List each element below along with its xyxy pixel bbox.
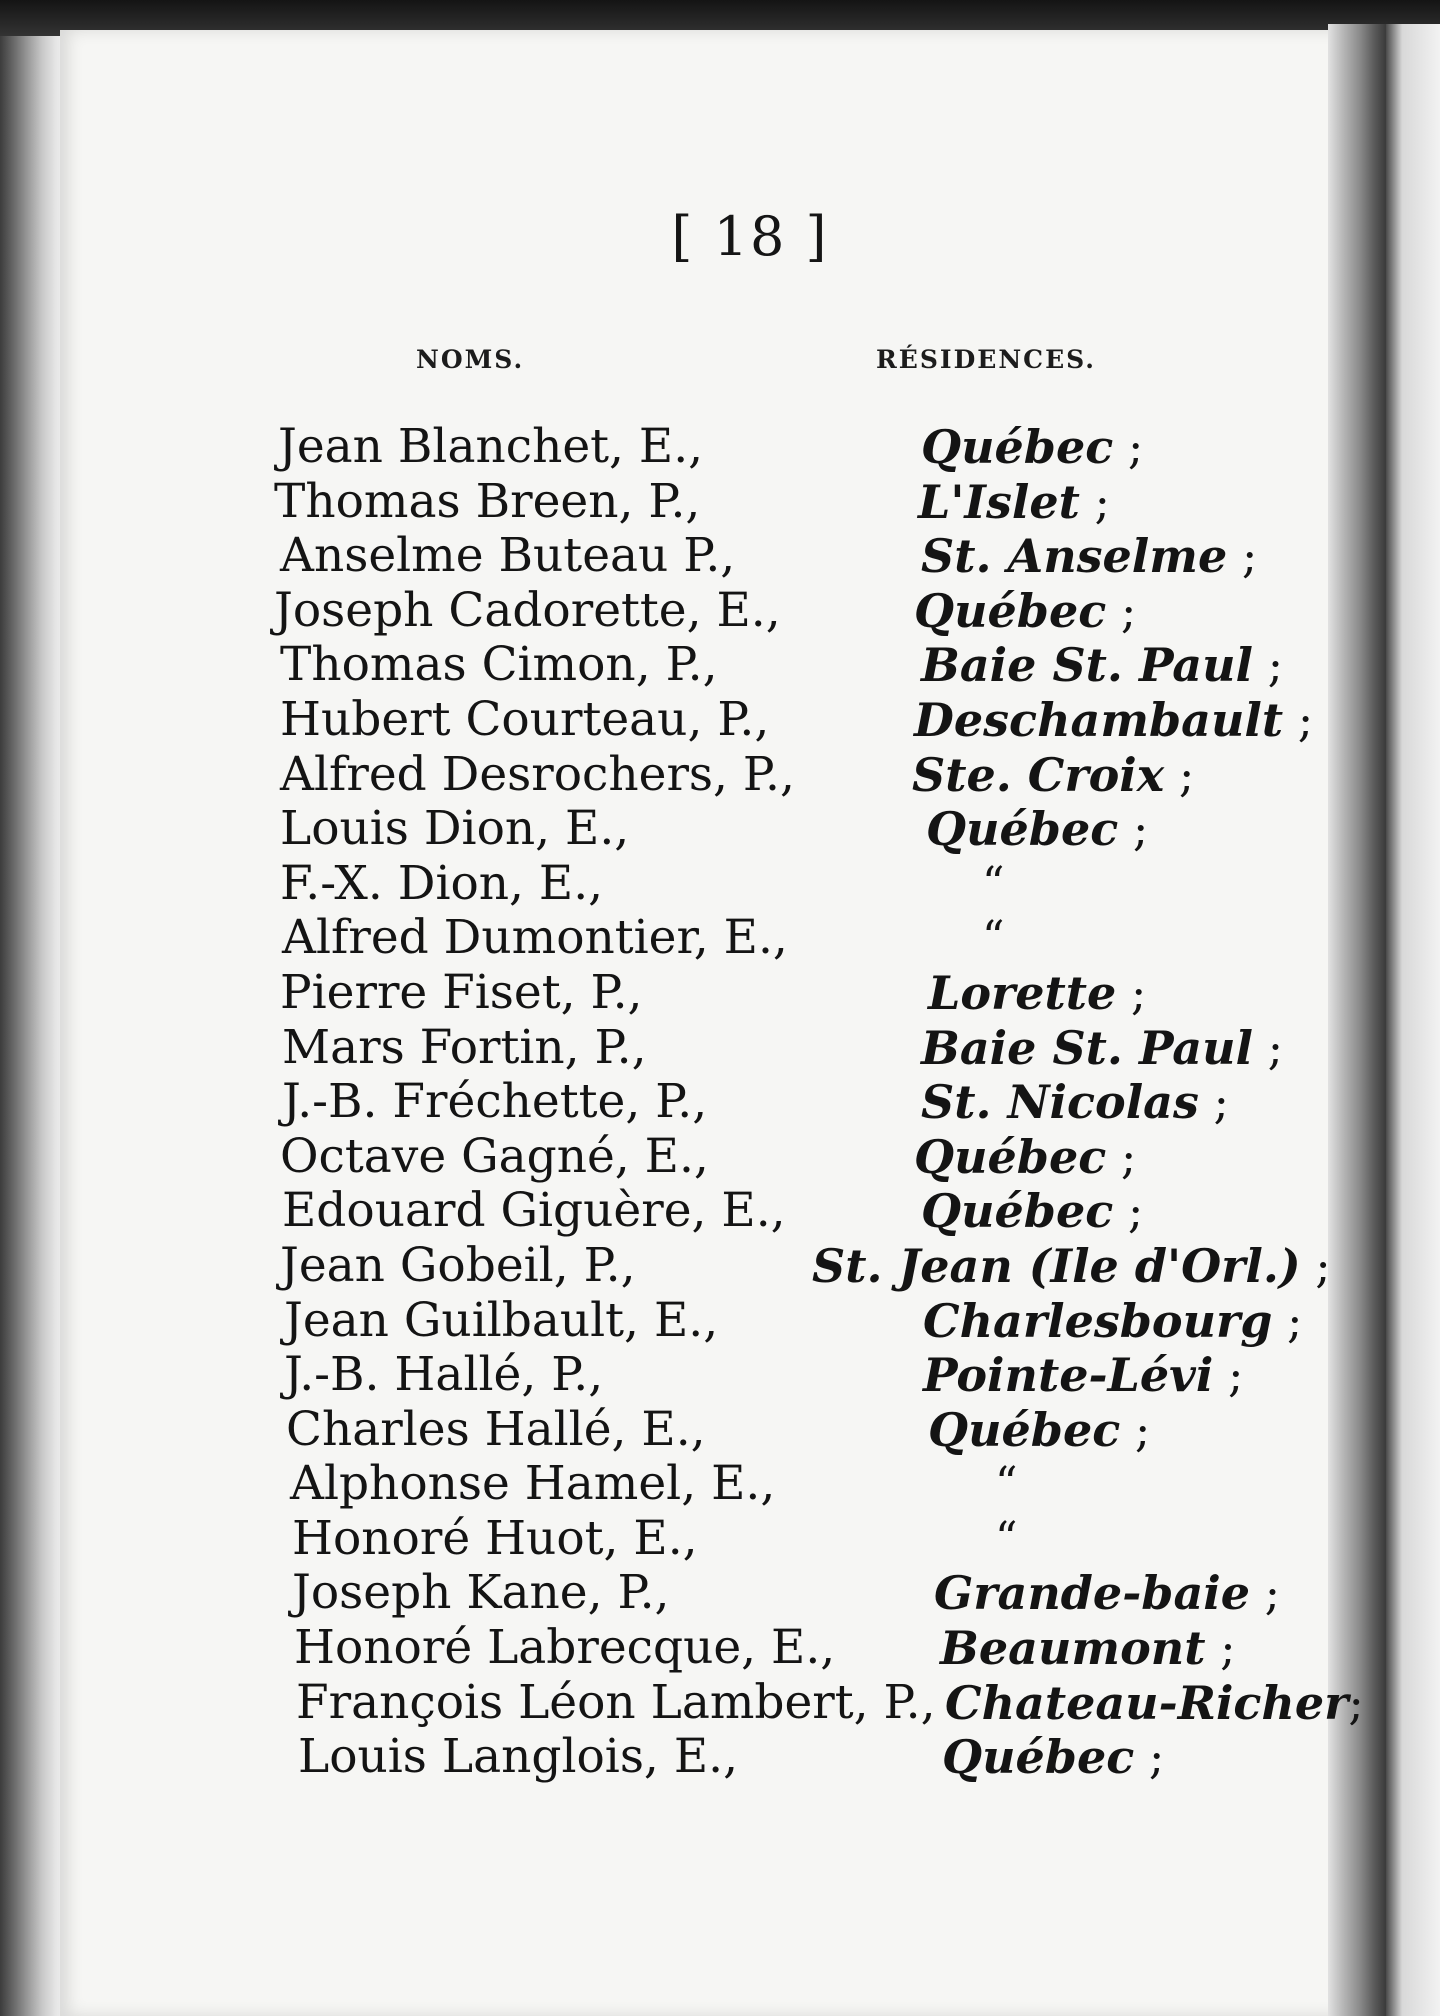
entry-residence <box>945 1676 1364 1730</box>
entry-name: Louis Dion, E., <box>280 801 630 857</box>
residence-punctuation: ; <box>1348 1675 1364 1730</box>
residence-punctuation: ; <box>1106 583 1137 638</box>
entry-name: Jean Guilbault, E., <box>284 1292 719 1348</box>
list-item <box>0 420 1440 475</box>
list-item <box>0 475 1440 530</box>
entry-residence <box>928 1403 1150 1457</box>
entry-name: Charles Hallé, E., <box>286 1401 706 1457</box>
residence-place: Québec <box>921 1184 1114 1239</box>
entry-name: J.-B. Hallé, P., <box>284 1347 604 1403</box>
residence-place: Pointe-Lévi <box>923 1348 1214 1403</box>
residence-punctuation: ; <box>1272 1293 1303 1348</box>
residence-place: Chateau-Richer <box>945 1675 1349 1730</box>
list-item <box>0 1021 1440 1076</box>
list-item <box>0 1457 1440 1512</box>
entry-name: Honoré Labrecque, E., <box>294 1620 836 1676</box>
residence-punctuation: ; <box>1227 529 1258 584</box>
list-item <box>0 966 1440 1021</box>
entry-name: Pierre Fiset, P., <box>280 964 643 1020</box>
entry-name: Alfred Dumontier, E., <box>282 910 788 966</box>
entry-residence-ditto <box>995 1512 1018 1566</box>
residence-punctuation: ; <box>1198 1075 1230 1130</box>
entry-name: Louis Langlois, E., <box>298 1729 739 1785</box>
residence-place: St. Anselme <box>921 529 1228 584</box>
list-item <box>0 1512 1440 1567</box>
residence-punctuation: ; <box>1079 474 1110 529</box>
residence-place: Deschambault <box>914 692 1284 747</box>
entry-name: F.-X. Dion, E., <box>280 855 604 911</box>
entry-name: Thomas Breen, P., <box>274 473 701 529</box>
list-item <box>0 911 1440 966</box>
entry-residence <box>921 1075 1229 1129</box>
list-item <box>0 638 1440 693</box>
residence-place: Québec <box>921 420 1114 474</box>
residence-place: “ <box>982 857 1005 909</box>
list-item <box>0 748 1440 803</box>
entry-name: Joseph Cadorette, E., <box>274 582 781 638</box>
residence-punctuation: ; <box>1116 965 1147 1020</box>
entry-name: Thomas Cimon, P., <box>280 637 718 693</box>
entry-residence-ditto <box>982 857 1005 911</box>
residence-punctuation: ; <box>1134 1730 1165 1785</box>
residence-place: Québec <box>914 583 1107 638</box>
list-item <box>0 1239 1440 1294</box>
residence-place: Beaumont <box>940 1621 1206 1676</box>
entry-name: Joseph Kane, P., <box>292 1565 670 1621</box>
entry-residence <box>921 529 1257 583</box>
entry-residence <box>921 420 1143 474</box>
residence-punctuation: ; <box>1120 1402 1151 1457</box>
entry-residence <box>921 638 1283 692</box>
list-item <box>0 1075 1440 1130</box>
list-item <box>0 802 1440 857</box>
residence-place: L'Islet <box>918 474 1080 529</box>
entry-residence <box>914 1130 1136 1184</box>
residence-punctuation: ; <box>1283 692 1314 747</box>
residence-place: “ <box>995 1512 1018 1564</box>
list-item <box>0 1676 1440 1731</box>
entry-residence <box>923 1348 1244 1402</box>
entry-residence <box>928 966 1146 1020</box>
entry-residence <box>918 475 1110 529</box>
list-item <box>0 1403 1440 1458</box>
residence-punctuation: ; <box>1253 1020 1284 1075</box>
entry-residence <box>921 1184 1143 1238</box>
entry-residence <box>812 1239 1331 1293</box>
entry-name: Alphonse Hamel, E., <box>290 1456 776 1512</box>
residences-column-header: RÉSIDENCES. <box>876 345 1096 374</box>
list-item <box>0 1130 1440 1185</box>
residence-place: St. Nicolas <box>921 1075 1199 1130</box>
entry-residence <box>914 584 1136 638</box>
entry-residence-ditto <box>982 911 1005 965</box>
entry-residence <box>934 1566 1280 1620</box>
page-number: [ 18 ] <box>671 205 829 268</box>
residence-place: Baie St. Paul <box>921 638 1254 693</box>
entry-residence-ditto <box>995 1457 1018 1511</box>
entry-name: Alfred Desrochers, P., <box>280 746 795 802</box>
residence-punctuation: ; <box>1118 802 1149 857</box>
entry-name: Mars Fortin, P., <box>282 1019 647 1075</box>
residence-place: St. Jean (Ile d'Orl.) <box>812 1238 1301 1293</box>
entry-name: Edouard Giguère, E., <box>282 1183 786 1239</box>
residence-place: Québec <box>926 802 1119 857</box>
residence-punctuation: ; <box>1106 1129 1137 1184</box>
residence-place: “ <box>995 1458 1018 1510</box>
residence-punctuation: ; <box>1113 1184 1144 1239</box>
entry-name: Octave Gagné, E., <box>280 1128 709 1184</box>
residence-place: Québec <box>942 1730 1135 1785</box>
entry-residence <box>912 748 1194 802</box>
list-item <box>0 1621 1440 1676</box>
residence-punctuation: ; <box>1250 1566 1281 1621</box>
entry-residence <box>926 802 1148 856</box>
list-item <box>0 1348 1440 1403</box>
list-item <box>0 584 1440 639</box>
residence-punctuation: ; <box>1164 747 1195 802</box>
entry-residence <box>914 693 1313 747</box>
list-item <box>0 1184 1440 1239</box>
residence-place: Ste. Croix <box>912 747 1165 802</box>
entry-name: Anselme Buteau P., <box>280 528 736 584</box>
entry-residence <box>923 1294 1303 1348</box>
residence-place: Baie St. Paul <box>921 1020 1254 1075</box>
entry-residence <box>921 1021 1283 1075</box>
entry-name: J.-B. Fréchette, P., <box>282 1074 708 1130</box>
residence-place: Lorette <box>928 965 1117 1020</box>
residence-punctuation: ; <box>1300 1238 1331 1293</box>
list-item <box>0 1730 1440 1785</box>
entry-residence <box>940 1621 1236 1675</box>
names-column-header: NOMS. <box>416 345 525 374</box>
entries-list <box>0 420 1440 1785</box>
residence-punctuation: ; <box>1205 1621 1236 1676</box>
residence-place: Charlesbourg <box>923 1293 1273 1348</box>
entry-residence <box>942 1730 1164 1784</box>
list-item <box>0 529 1440 584</box>
residence-punctuation: ; <box>1253 638 1284 693</box>
entry-name: Hubert Courteau, P., <box>280 691 770 747</box>
residence-place: Grande-baie <box>934 1566 1251 1621</box>
residence-place: Québec <box>928 1402 1121 1457</box>
list-item <box>0 693 1440 748</box>
residence-punctuation: ; <box>1213 1348 1244 1403</box>
entry-name: François Léon Lambert, P., <box>296 1674 936 1730</box>
list-item <box>0 857 1440 912</box>
entry-name: Honoré Huot, E., <box>292 1510 698 1566</box>
list-item <box>0 1566 1440 1621</box>
entry-name: Jean Gobeil, P., <box>280 1237 636 1293</box>
list-item <box>0 1294 1440 1349</box>
entry-name: Jean Blanchet, E., <box>278 419 704 474</box>
residence-punctuation: ; <box>1113 420 1144 474</box>
residence-place: “ <box>982 912 1005 964</box>
residence-place: Québec <box>914 1129 1107 1184</box>
